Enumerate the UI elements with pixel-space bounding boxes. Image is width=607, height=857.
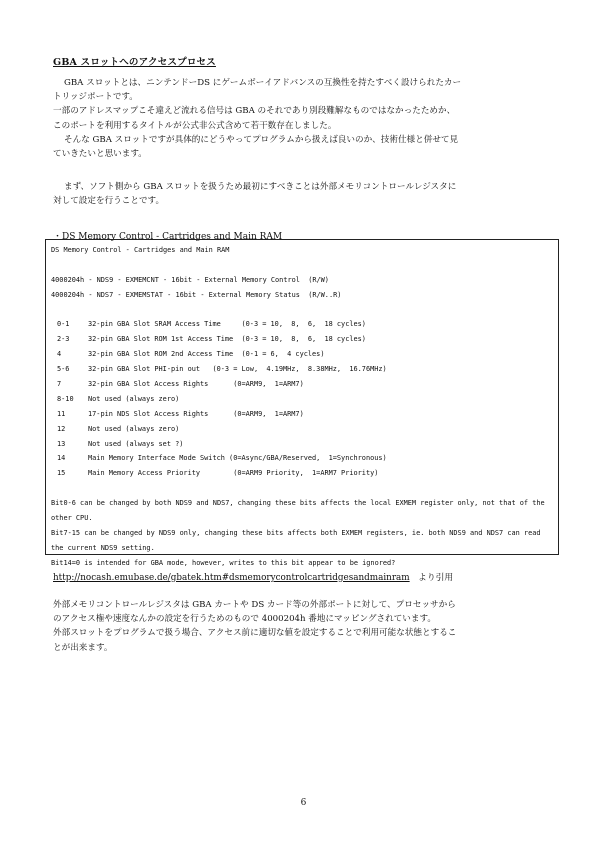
bit-row [51,392,553,407]
text-line: 一部のアドレスマップこそ違えど流れる信号は GBA のそれであり別段難解なものではなかったためか、 [53,106,456,117]
bit-range: 5-6 [57,365,70,374]
bit-description: 32-pin GBA Slot ROM 2nd Access Time (0-1 = 6, 4 cycles) [88,350,325,359]
text-line: ていきたいと思います。 [53,149,147,160]
register-explanation-paragraph [53,598,553,655]
register-line: 4000204h - NDS7 - EXMEMSTAT - 16bit - External Memory Status (R/W..R) [51,290,342,299]
section-title: GBA スロットへのアクセスプロセス [53,57,216,68]
note-line: Bit14=0 is intended for GBA mode, however, writes to this bit appear to be ignored? [51,558,396,567]
bit-range: 4 [57,350,62,359]
bit-description: 32-pin GBA Slot ROM 1st Access Time (0-3 = 10, 8, 6, 18 cycles) [88,335,366,344]
bit-row [51,347,553,362]
source-citation [53,570,453,583]
bit-range: 11 [57,409,66,418]
bit-range: 8-10 [57,394,74,403]
bit-description: 32-pin GBA Slot PHI-pin out (0-3 = Low, 4.19MHz, 8.38MHz, 16.76MHz) [88,365,387,374]
bit-row [51,317,553,332]
text-line: 対して設定を行うことです。 [53,196,165,207]
source-suffix: より引用 [418,573,454,583]
text-line: このポートを利用するタイトルが公式非公式含めて若干数存在しました。 [53,120,337,131]
text-line: まず、ソフト側から GBA スロットを扱うため最初にすべきことは外部メモリコントロールレジスタに [64,182,457,192]
bit-range: 13 [57,439,66,448]
bit-range: 14 [57,454,66,463]
setup-paragraph [53,180,553,208]
bit-range: 0-1 [57,320,70,329]
bit-description: Not used (always zero) [88,394,180,403]
bit-description: Not used (always zero) [88,424,180,433]
text-line: 外部メモリコントロールレジスタは GBA カートや DS カード等の外部ポートに対して、プロセッサから [53,600,456,610]
bit-row [51,332,553,347]
bit-description: 32-pin GBA Slot Access Rights (0=ARM9, 1=ARM7) [88,380,304,389]
bit-row [51,437,553,452]
bit-range: 2-3 [57,335,70,344]
bit-description: Main Memory Access Priority (0=ARM9 Priority, 1=ARM7 Priority) [88,469,379,478]
note-line: Bit7-15 can be changed by NDS9 only, changing these bits affects both EXMEM registers, ie. both NDS9 and NDS7 can read the current NDS9 setting. [51,528,541,552]
bit-description: Main Memory Interface Mode Switch (0=Async/GBA/Reserved, 1=Synchronous) [88,454,387,463]
intro-paragraph [53,76,553,161]
text-line: GBA スロットとは、ニンテンドーDS にゲームボーイアドバンスの互換性を持たすべく設けられたカー [64,78,462,88]
bit-row [51,466,553,481]
bit-row [51,362,553,377]
bit-row [51,422,553,437]
code-box-caption: ・DS Memory Control - Cartridges and Main RAM [53,232,283,242]
bit-row [51,407,553,422]
page-number: 6 [300,798,307,808]
bit-range: 12 [57,424,66,433]
bit-description: Not used (always set ?) [88,439,184,448]
bit-description: 32-pin GBA Slot SRAM Access Time (0-3 = 10, 8, 6, 18 cycles) [88,320,366,329]
text-line: 外部スロットをプログラムで扱う場合、アクセス前に適切な値を設定することで利用可能な状態とするこ [53,628,457,639]
bit-range: 7 [57,380,62,389]
text-line: とが出来ます。 [53,642,113,653]
text-line: トリッジポートです。 [53,92,138,103]
code-heading: DS Memory Control - Cartridges and Main RAM [51,246,230,254]
source-link[interactable]: http://nocash.emubase.de/gbatek.htm#dsmemorycontrolcartridgesandmainram [53,573,410,583]
text-line: そんな GBA スロットですが具体的にどうやってプログラムから扱えば良いのか、技術仕様と併せて見 [64,134,459,145]
bit-description: 17-pin NDS Slot Access Rights (0=ARM9, 1=ARM7) [88,409,304,418]
bit-row [51,377,553,392]
text-line: のアクセス権や速度なんかの設定を行うためのもので 4000204h 番地にマッピングされています。 [53,614,436,625]
bit-row [51,451,553,466]
register-code-box [45,239,559,567]
note-line: Bit0-6 can be changed by both NDS9 and NDS7, changing these bits affects the local EXMEM register only, not that of the other CPU. [51,499,545,523]
register-line: 4000204h - NDS9 - EXMEMCNT - 16bit - External Memory Control (R/W) [51,275,329,284]
bit-range: 15 [57,469,66,478]
